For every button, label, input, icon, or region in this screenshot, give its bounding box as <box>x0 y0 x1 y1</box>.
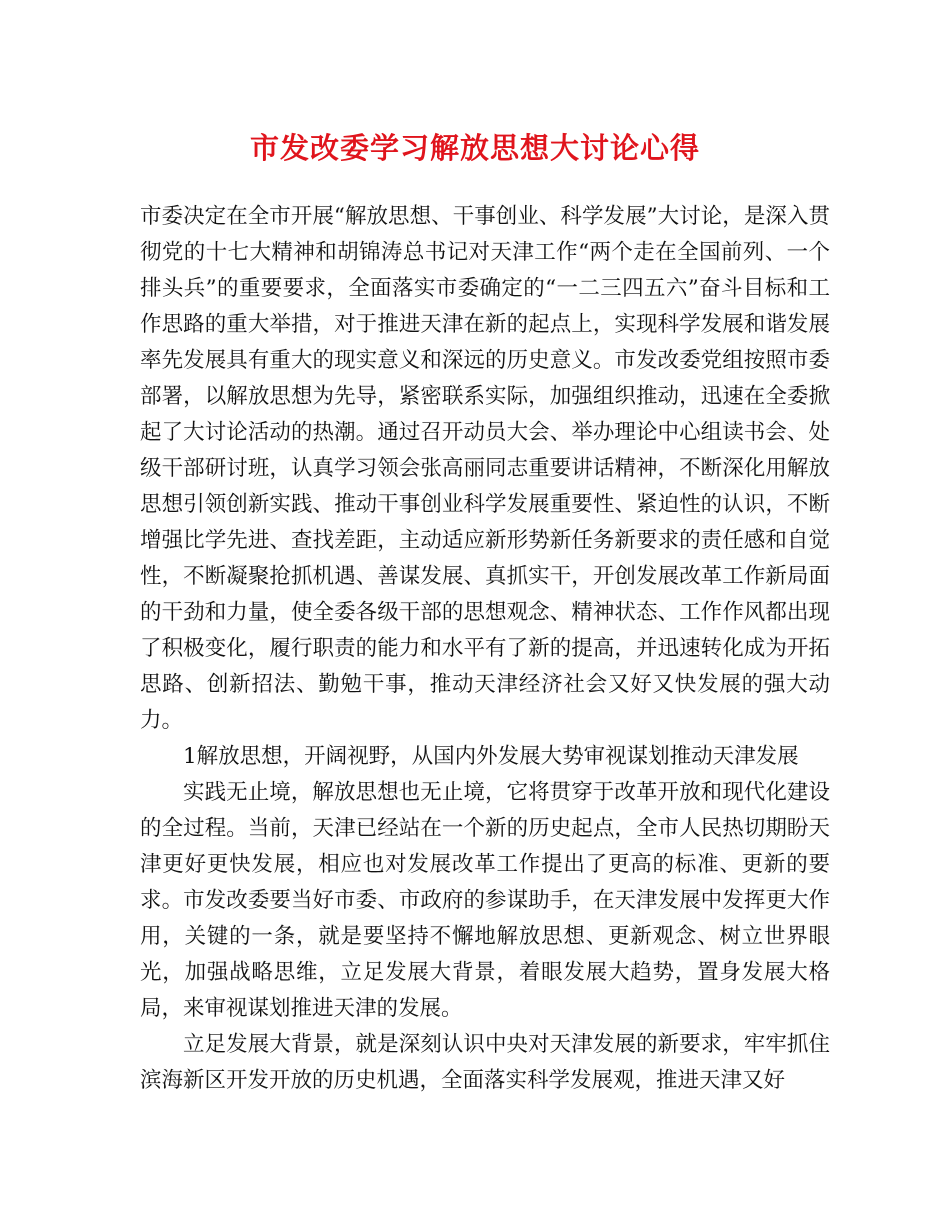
paragraph-intro: 市委决定在全市开展“解放思想、干事创业、科学发展”大讨论，是深入贯彻党的十七大精神和胡锦涛总书记对天津工作“两个走在全国前列、一个排头兵”的重要要求，全面落实市委确定的“一二三四五六”奋斗目标和工作思路的重大举措，对于推进天津在新的起点上，实现科学发展和谐发展率先发展具有重大的现实意义和深远的历史意义。市发改委党组按照市委部署，以解放思想为先导，紧密联系实际，加强组织推动，迅速在全委掀起了大讨论活动的热潮。通过召开动员大会、举办理论中心组读书会、处级干部研讨班，认真学习领会张高丽同志重要讲话精神，不断深化用解放思想引领创新实践、推动干事创业科学发展重要性、紧迫性的认识，不断增强比学先进、查找差距，主动适应新形势新任务新要求的责任感和自觉性，不断凝聚抢抓机遇、善谋发展、真抓实干，开创发展改革工作新局面的干劲和力量，使全委各级干部的思想观念、精神状态、工作作风都出现了积极变化，履行职责的能力和水平有了新的提高，并迅速转化成为开拓思路、创新招法、勤勉干事，推动天津经济社会又好又快发展的强大动力。 <box>140 204 830 733</box>
paragraph-practice: 实践无止境，解放思想也无止境，它将贯穿于改革开放和现代化建设的全过程。当前，天津已经站在一个新的历史起点，全市人民热切期盼天津更好更快发展，相应也对发展改革工作提出了更高的标准、更新的要求。市发改委要当好市委、市政府的参谋助手，在天津发展中发挥更大作用，关键的一条，就是要坚持不懈地解放思想、更新观念、树立世界眼光，加强战略思维，立足发展大背景，着眼发展大趋势，置身发展大格局，来审视谋划推进天津的发展。 <box>140 780 830 1021</box>
paragraph-background: 立足发展大背景，就是深刻认识中央对天津发展的新要求，牢牢抓住滨海新区开发开放的历史机遇，全面落实科学发展观，推进天津又好 <box>140 1032 830 1093</box>
document-title: 市发改委学习解放思想大讨论心得 <box>249 131 700 165</box>
section-heading-1: 1解放思想，开阔视野，从国内外发展大势审视谋划推动天津发展 <box>183 744 799 769</box>
document-body <box>140 199 830 1099</box>
